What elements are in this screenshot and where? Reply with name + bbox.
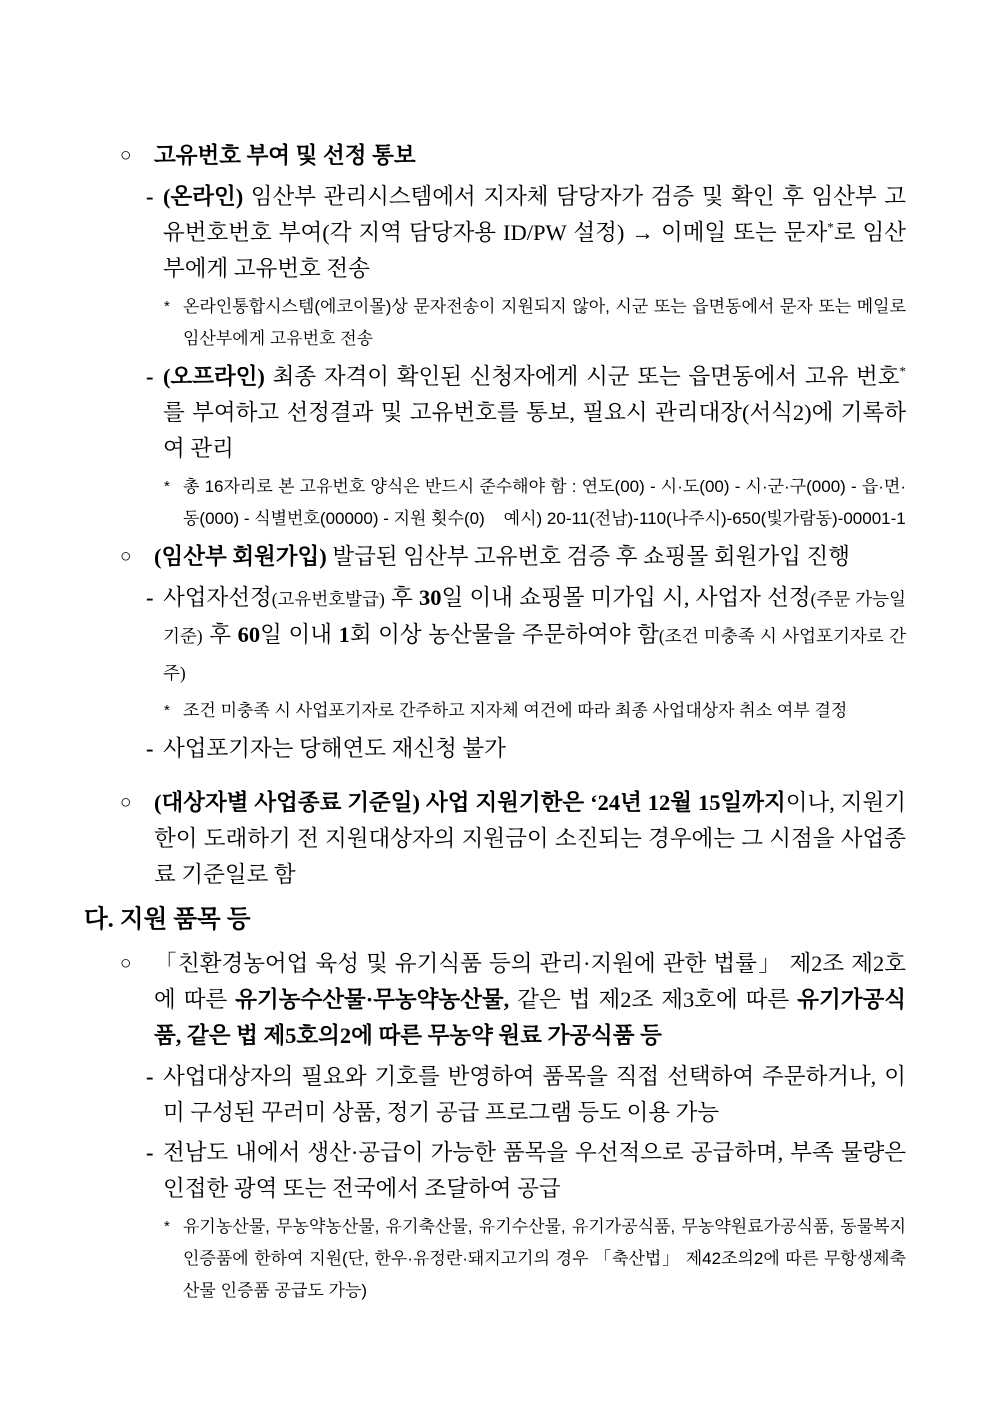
text-segment: 사업자선정 bbox=[163, 585, 272, 610]
dash-bullet-icon: - bbox=[146, 1140, 154, 1165]
text-segment: 사업대상자의 필요와 기호를 반영하여 품목을 직접 선택하여 주문하거나, 이미 구성된 꾸러미 상품, 정기 공급 프로그램 등도 이용 가능 bbox=[163, 1064, 906, 1125]
text-segment: 일 이내 bbox=[260, 622, 339, 647]
block-text bbox=[163, 179, 906, 287]
text-segment: 다. 지원 품목 등 bbox=[84, 906, 251, 933]
footnote-asterisk-icon: * bbox=[164, 702, 170, 719]
circle-bullet-icon: ○ bbox=[120, 145, 132, 166]
block-footnote-2 bbox=[164, 291, 906, 355]
block-text bbox=[154, 785, 906, 893]
block-text bbox=[183, 291, 906, 355]
text-segment: 1 bbox=[338, 622, 350, 647]
text-segment: 최종 자격이 확인된 신청자에게 시군 또는 읍면동에서 고유 번호 bbox=[264, 364, 900, 389]
text-segment: 전남도 내에서 생산·공급이 가능한 품목을 우선적으로 공급하며, 부족 물량은 인접한 광역 또는 전국에서 조달하여 공급 bbox=[163, 1140, 906, 1201]
block-circle-11 bbox=[120, 946, 906, 1054]
circle-bullet-icon: ○ bbox=[120, 953, 132, 974]
section-heading-text bbox=[84, 903, 906, 937]
footnote-asterisk-icon: * bbox=[164, 478, 170, 495]
block-text bbox=[163, 731, 906, 767]
block-text bbox=[154, 539, 906, 575]
circle-bullet-icon: ○ bbox=[120, 792, 132, 813]
block-dash-13 bbox=[146, 1135, 906, 1207]
text-segment: (고유번호발급) bbox=[271, 589, 385, 609]
text-segment: 온라인통합시스템(에코이몰)상 문자전송이 지원되지 않아, 시군 또는 읍면동에서 문자 또는 메일로 임산부에게 고유번호 전송 bbox=[183, 297, 906, 348]
block-text bbox=[154, 946, 906, 1054]
text-segment: 30 bbox=[419, 585, 442, 610]
text-segment: 같은 법 제2조 제3호에 따른 bbox=[509, 987, 798, 1012]
block-dash-3 bbox=[146, 359, 906, 467]
text-segment: 고유번호 부여 및 선정 통보 bbox=[154, 143, 416, 168]
dash-bullet-icon: - bbox=[146, 1064, 154, 1089]
text-segment: 60 bbox=[237, 622, 261, 647]
text-segment: 를 부여하고 선정결과 및 고유번호를 통보, 필요시 관리대장(서식2)에 기록하여 관리 bbox=[163, 400, 906, 461]
text-segment: 조건 미충족 시 사업포기자로 간주하고 지자체 여건에 따라 최종 사업대상자 취소 여부 결정 bbox=[183, 701, 848, 720]
text-segment: * bbox=[827, 219, 834, 235]
text-segment: 로 임산부에게 고유번호 전송 bbox=[163, 220, 906, 281]
dash-bullet-icon: - bbox=[146, 184, 154, 209]
block-text bbox=[163, 1135, 906, 1207]
text-segment: (대상자별 사업종료 기준일) 사업 지원기한은 ‘24년 12월 15일까지 bbox=[154, 790, 786, 815]
text-segment: (오프라인) bbox=[163, 364, 265, 389]
block-footnote-7 bbox=[164, 695, 906, 727]
text-segment: 유기가공식품, 같은 법 제5호의2에 따른 무농약 원료 가공식품 등 bbox=[154, 987, 906, 1048]
text-segment: * bbox=[899, 363, 906, 379]
block-circle-0 bbox=[120, 138, 906, 174]
block-text bbox=[183, 1211, 906, 1307]
block-circle-5 bbox=[120, 539, 906, 575]
block-text bbox=[183, 695, 906, 727]
text-segment: 후 bbox=[202, 622, 238, 647]
text-segment: 일 이내 쇼핑몰 미가입 시, 사업자 선정 bbox=[441, 585, 811, 610]
block-text bbox=[154, 138, 906, 174]
circle-bullet-icon: ○ bbox=[120, 546, 132, 567]
block-dash-8 bbox=[146, 731, 906, 767]
footnote-asterisk-icon: * bbox=[164, 298, 170, 315]
block-dash-1 bbox=[146, 179, 906, 287]
text-segment: 발급된 임산부 고유번호 검증 후 쇼핑몰 회원가입 진행 bbox=[326, 544, 850, 569]
text-segment: (온라인) bbox=[163, 184, 244, 209]
footnote-asterisk-icon: * bbox=[164, 1218, 170, 1235]
dash-bullet-icon: - bbox=[146, 364, 154, 389]
text-segment: 회 이상 농산물을 주문하여야 함 bbox=[349, 622, 659, 647]
block-text bbox=[183, 471, 906, 535]
block-dash-6 bbox=[146, 580, 906, 691]
text-segment: 이나, 지원기한이 도래하기 전 지원대상자의 지원금이 소진되는 경우에는 그 시점을 사업종료 기준일로 함 bbox=[154, 790, 906, 887]
dash-bullet-icon: - bbox=[146, 585, 154, 610]
text-segment: 유기농산물, 무농약농산물, 유기축산물, 유기수산물, 유기가공식품, 무농약원료가공식품, 동물복지인증품에 한하여 지원(단, 한우·유정란·돼지고기의 경우 「축산법」 제42조의2에 따른 무항생제축산물 인증품 공급도 가능) bbox=[183, 1217, 906, 1300]
block-dash-12 bbox=[146, 1059, 906, 1131]
text-segment: (임산부 회원가입) bbox=[154, 544, 327, 569]
text-segment: 유기농수산물·무농약농산물, bbox=[235, 987, 510, 1012]
text-segment: (주문 가능일 기준) bbox=[163, 589, 906, 646]
text-segment: 사업포기자는 당해연도 재신청 불가 bbox=[163, 736, 506, 761]
block-text bbox=[163, 359, 906, 467]
text-segment: 「친환경농어업 육성 및 유기식품 등의 관리·지원에 관한 법률」 제2조 제2호에 따른 bbox=[154, 951, 906, 1012]
block-footnote-14 bbox=[164, 1211, 906, 1307]
block-heading-10 bbox=[84, 903, 906, 937]
block-circle-9 bbox=[120, 785, 906, 893]
text-segment: (조건 미충족 시 사업포기자로 간주) bbox=[163, 626, 906, 683]
block-footnote-4 bbox=[164, 471, 906, 535]
block-text bbox=[163, 580, 906, 691]
text-segment: 후 bbox=[384, 585, 420, 610]
text-segment: 임산부 관리시스템에서 지자체 담당자가 검증 및 확인 후 임산부 고유번호번호 부여(각 지역 담당자용 ID/PW 설정) → 이메일 또는 문자 bbox=[163, 184, 906, 245]
document-content bbox=[84, 138, 906, 1311]
text-segment: 총 16자리로 본 고유번호 양식은 반드시 준수해야 함 : 연도(00) - 시·도(00) - 시·군·구(000) - 읍·면·동(000) - 식별번호(00000) - 지원 횟수(0) 예시) 20-11(전남)-110(나주시)-650(빛가람동)-00001-1 bbox=[183, 477, 906, 528]
dash-bullet-icon: - bbox=[146, 736, 154, 761]
block-text bbox=[163, 1059, 906, 1131]
